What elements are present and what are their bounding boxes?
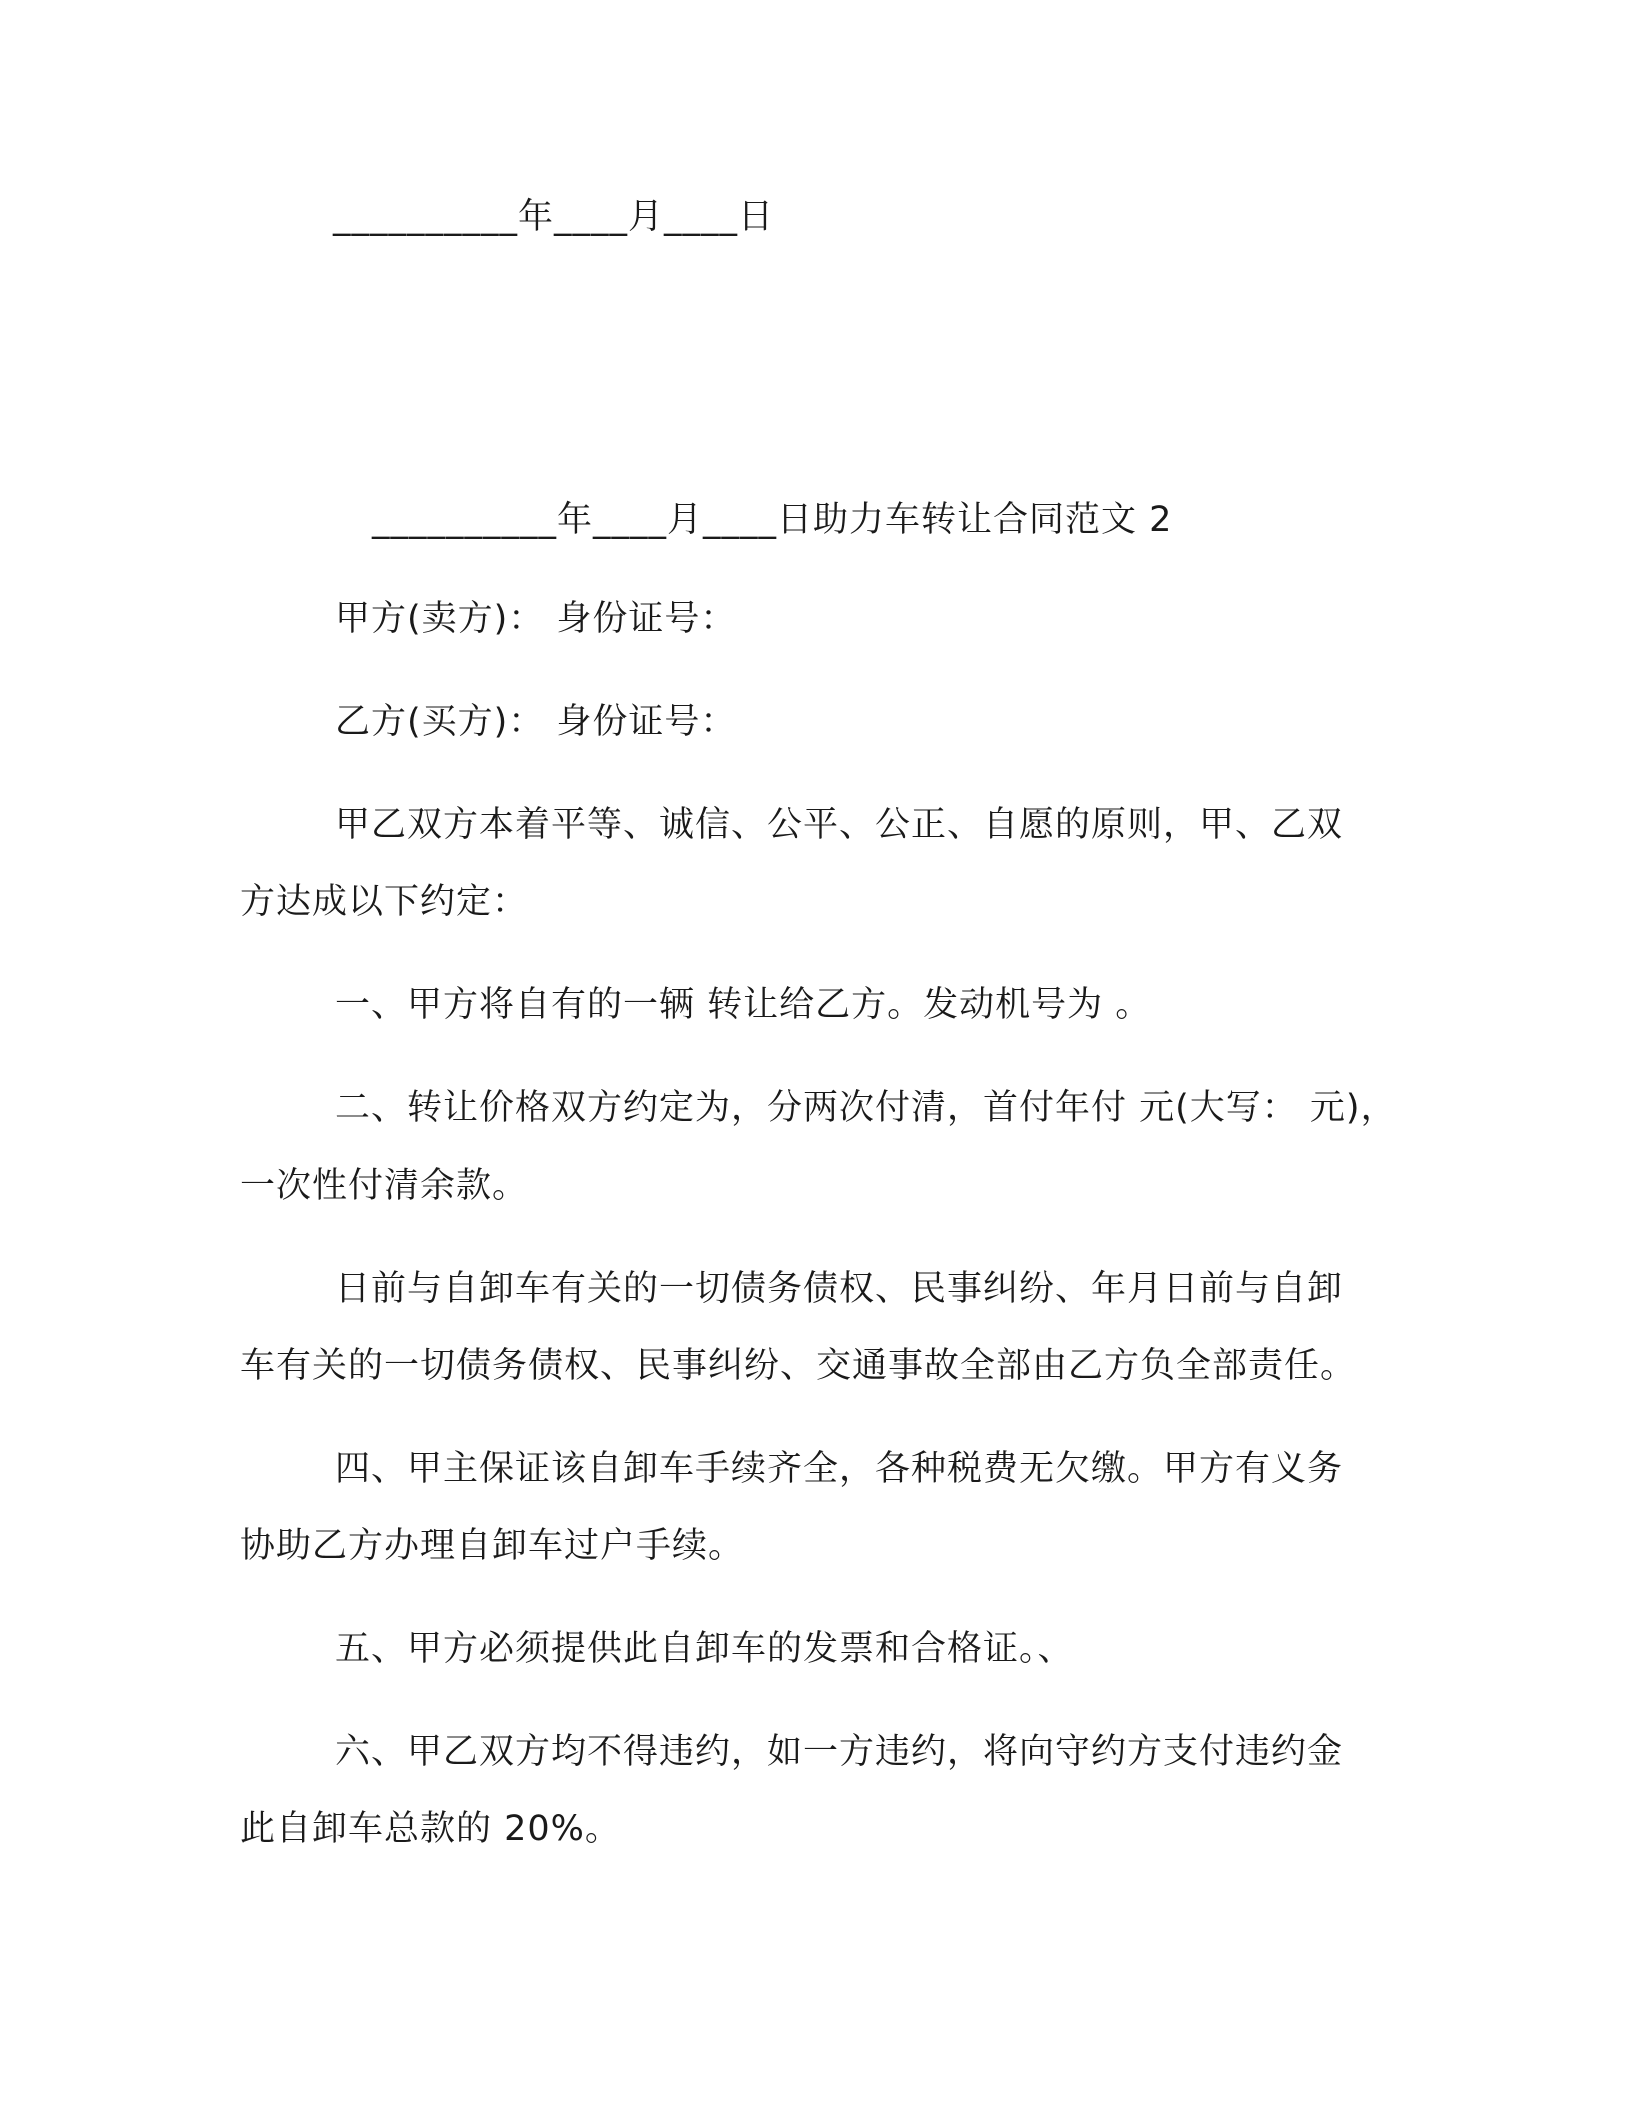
party-b-line: 乙方(买方)： 身份证号： — [335, 702, 737, 742]
intro-line-2: 方达成以下约定： — [240, 882, 529, 922]
clause-3-line-2: 车有关的一切债务债权、民事纠纷、交通事故全部由乙方负全部责任。 — [240, 1346, 1357, 1386]
document-title: __________年____月____日助力车转让合同范文 2 — [372, 500, 1173, 540]
clause-2-line-1: 二、转让价格双方约定为，分两次付清，首付年付 元(大写： 元)， — [335, 1088, 1397, 1128]
party-a-line: 甲方(卖方)： 身份证号： — [335, 599, 737, 639]
clause-6-line-2: 此自卸车总款的 20%。 — [240, 1809, 621, 1849]
clause-2-line-2: 一次性付清余款。 — [240, 1166, 529, 1206]
clause-3-line-1: 日前与自卸车有关的一切债务债权、民事纠纷、年月日前与自卸 — [335, 1269, 1344, 1309]
clause-1: 一、甲方将自有的一辆 转让给乙方。发动机号为 。 — [335, 985, 1152, 1025]
clause-4-line-1: 四、甲主保证该自卸车手续齐全，各种税费无欠缴。甲方有义务 — [335, 1449, 1344, 1489]
top-date-line: __________年____月____日 — [333, 197, 775, 237]
clause-5: 五、甲方必须提供此自卸车的发票和合格证。、 — [335, 1629, 1074, 1669]
intro-line-1: 甲乙双方本着平等、诚信、公平、公正、自愿的原则，甲、乙双 — [335, 805, 1344, 845]
clause-4-line-2: 协助乙方办理自卸车过户手续。 — [240, 1526, 745, 1566]
clause-6-line-1: 六、甲乙双方均不得违约，如一方违约，将向守约方支付违约金 — [335, 1732, 1344, 1772]
